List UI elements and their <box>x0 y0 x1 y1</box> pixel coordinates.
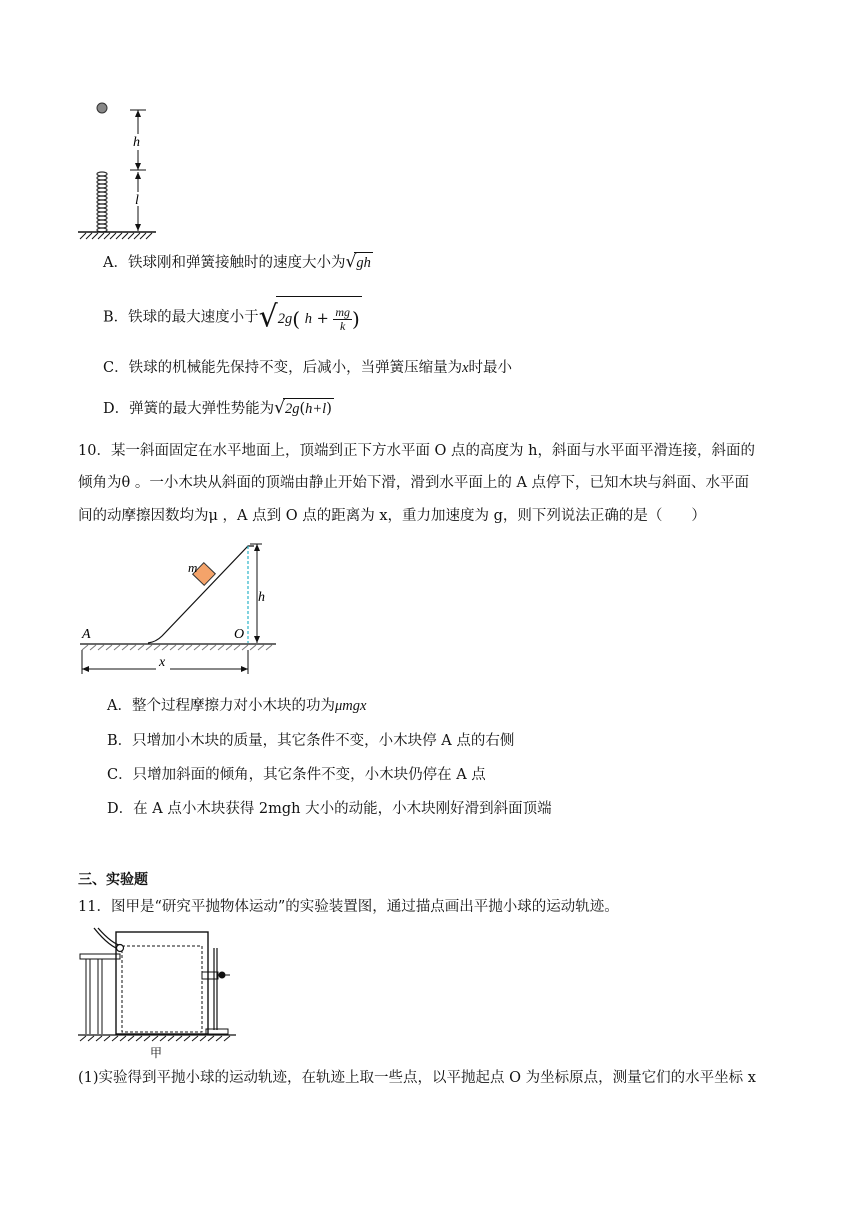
label-m: m <box>188 560 198 575</box>
spring-ball-figure <box>74 100 164 242</box>
q10-option-d: D．在 A 点小木块获得 2mgh 大小的动能，小木块刚好滑到斜面顶端 <box>107 801 552 817</box>
q9-option-c: C．铁球的机械能先保持不变，后减小，当弹簧压缩量为x时最小 <box>103 360 513 376</box>
q10-option-c: C．只增加斜面的倾角，其它条件不变，小木块仍停在 A 点 <box>107 767 486 783</box>
q10-stem-line3: 间的动摩擦因数均为μ ，A 点到 O 点的距离为 x，重力加速度为 g，则下列说法正确的是（ ） <box>78 508 706 524</box>
q11-stem-line1: 11．图甲是“研究平抛物体运动”的实验装置图，通过描点画出平抛小球的运动轨迹。 <box>78 899 619 915</box>
q11-part1-line: (1)实验得到平抛小球的运动轨迹，在轨迹上取一些点，以平抛起点 O 为坐标原点，测量它们的水平坐标 x <box>78 1070 756 1086</box>
label-l: l <box>135 193 139 208</box>
q10-option-b: B．只增加小木块的质量，其它条件不变，小木块停 A 点的右侧 <box>107 733 515 749</box>
label-O: O <box>234 627 245 642</box>
q9-option-d: D．弹簧的最大弹性势能为√2g(h+l) <box>103 398 332 418</box>
q10-option-a: A．整个过程摩擦力对小木块的功为μmgx <box>107 698 367 714</box>
q9-option-b: B．铁球的最大速度小于√2g( h + $\frac{mg}{k}$ ) <box>103 296 362 339</box>
q10-stem-line2: 倾角为θ 。一小木块从斜面的顶端由静止开始下滑，滑到水平面上的 A 点停下，已知木块与斜面、水平面 <box>78 475 750 491</box>
label-x: x <box>159 655 166 670</box>
section-title: 三、实验题 <box>78 872 148 888</box>
label-h: h <box>133 135 140 150</box>
board <box>116 932 208 1034</box>
figure-caption: 甲 <box>150 1046 163 1060</box>
ball <box>117 945 124 952</box>
q10-stem-line1: 10．某一斜面固定在水平地面上，顶端到正下方水平面 O 点的高度为 h，斜面与水平面平滑连接，斜面的 <box>78 443 756 459</box>
projectile-apparatus-figure <box>76 926 240 1058</box>
label-h: h <box>258 590 265 605</box>
spring <box>97 172 107 232</box>
q9-option-a: A．铁球刚和弹簧接触时的速度大小为√gh <box>103 252 371 272</box>
iron-ball <box>97 103 107 113</box>
label-A: A <box>82 627 91 642</box>
incline-figure <box>78 538 280 676</box>
